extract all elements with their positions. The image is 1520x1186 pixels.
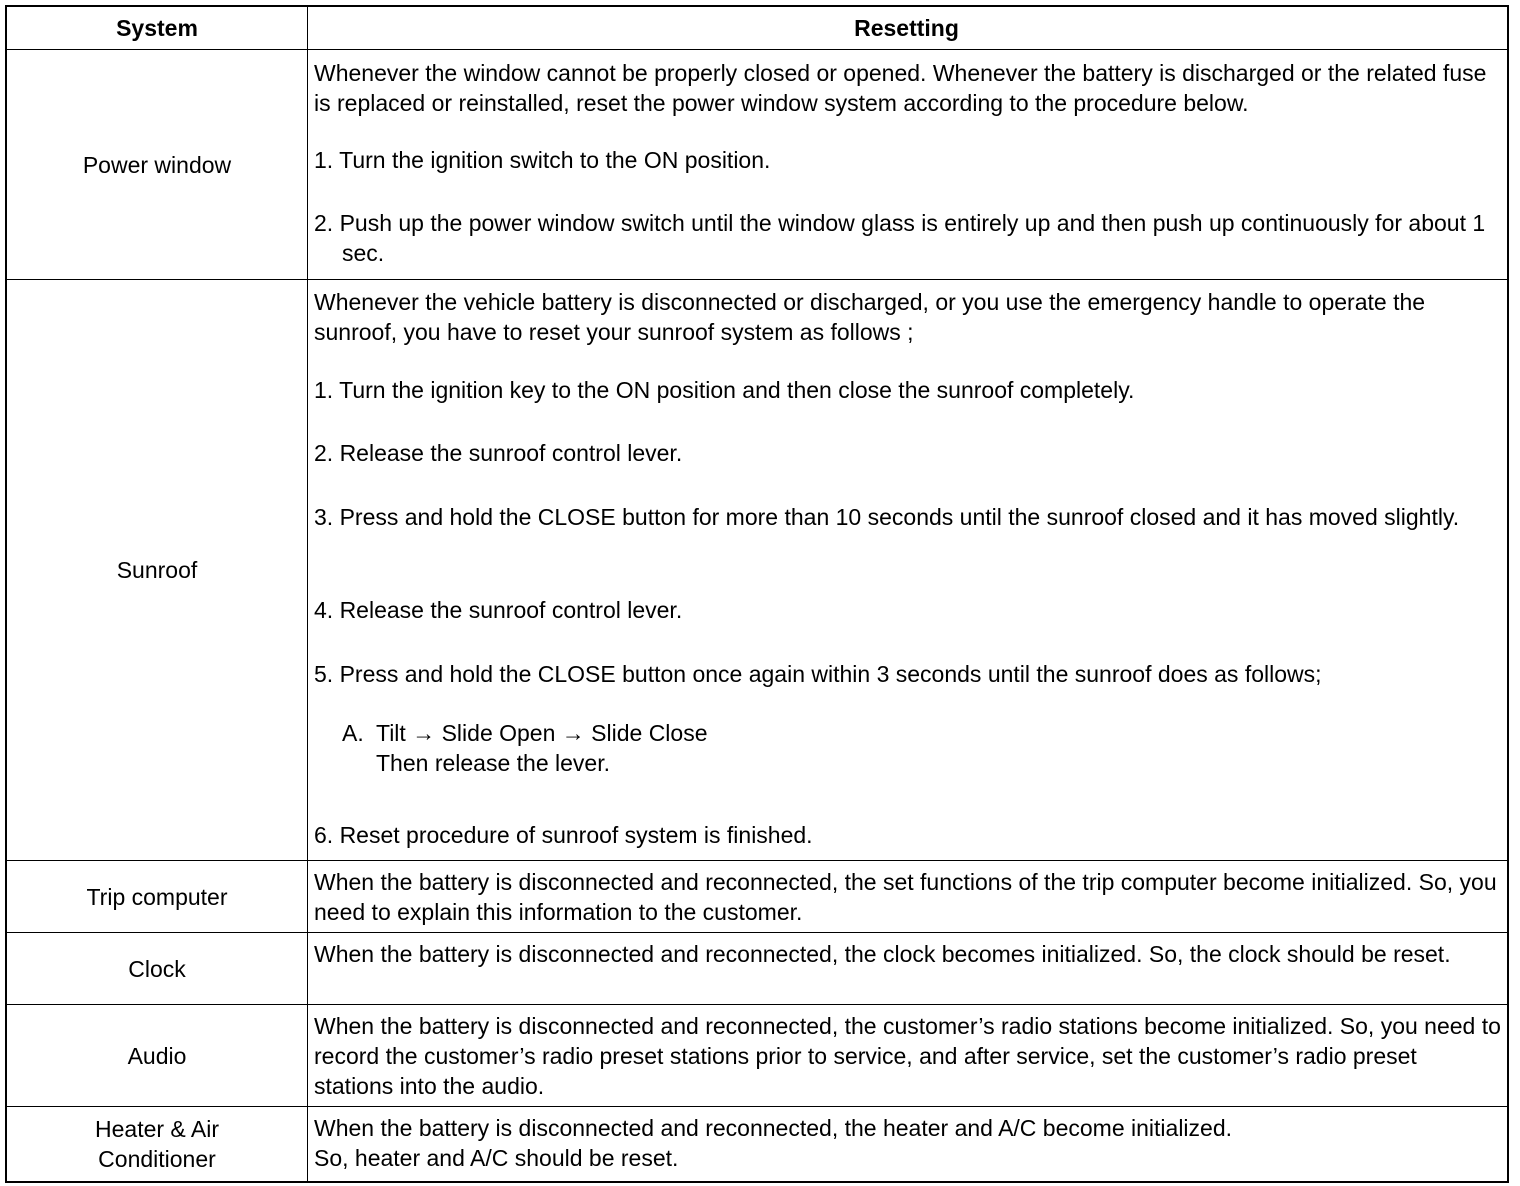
step-item: 3. Press and hold the CLOSE button for more than 10 seconds until the sunroof closed and it has moved slightly. (314, 504, 1460, 530)
step-item: 5. Press and hold the CLOSE button once again within 3 seconds until the sunroof does as follows; (314, 661, 1322, 687)
resetting-text-line2: So, heater and A/C should be reset. (314, 1145, 679, 1171)
step-item: 1. Turn the ignition key to the ON position and then close the sunroof completely. (314, 377, 1135, 403)
header-resetting-label: Resetting (854, 15, 959, 41)
substep-label: A. (342, 720, 364, 746)
system-name-line2: Conditioner (98, 1146, 216, 1172)
table-row (7, 1106, 1507, 1181)
resetting-cell (307, 280, 1507, 860)
system-name: Power window (82, 151, 232, 178)
table-row (7, 279, 1507, 860)
step-item: 1. Turn the ignition switch to the ON position. (314, 147, 771, 173)
system-cell (7, 1005, 307, 1106)
step-item: 2. Release the sunroof control lever. (314, 440, 683, 466)
substep-line1: Tilt → Slide Open → Slide Close (376, 720, 708, 746)
header-system-label: System (116, 15, 198, 41)
intro-text: Whenever the vehicle battery is disconnected or discharged, or you use the emergency handle to operate the sunroof, you have to reset your sunroof system as follows ; (314, 289, 1426, 345)
step-item: 4. Release the sunroof control lever. (314, 597, 683, 623)
resetting-text-line1: When the battery is disconnected and reconnected, the heater and A/C become initialized. (314, 1115, 1233, 1141)
system-name: Clock (128, 955, 186, 982)
table-header-row (7, 7, 1507, 49)
resetting-text: When the battery is disconnected and reconnected, the clock becomes initialized. So, the clock should be reset. (314, 941, 1451, 967)
substep-item (342, 718, 1501, 748)
resetting-cell (307, 1005, 1507, 1106)
system-cell (7, 861, 307, 932)
system-name: Sunroof (116, 557, 198, 583)
header-resetting (307, 7, 1507, 49)
header-system (7, 7, 307, 49)
step-item: 2. Push up the power window switch until the window glass is entirely up and then push up continuously for about 1 sec. (314, 210, 1486, 266)
system-cell (7, 280, 307, 860)
system-name: Audio (127, 1042, 187, 1069)
intro-text: Whenever the window cannot be properly closed or opened. Whenever the battery is discharged or the related fuse is replaced or reinstalled, reset the power window system according to the procedure below. (314, 60, 1487, 116)
system-name-line1: Heater & Air (95, 1116, 219, 1142)
table-row (7, 49, 1507, 279)
system-cell (7, 50, 307, 279)
resetting-cell (307, 1107, 1507, 1181)
system-cell (7, 1107, 307, 1181)
table-row (7, 1004, 1507, 1106)
resetting-text: When the battery is disconnected and reconnected, the set functions of the trip computer become initialized. So, you need to explain this information to the customer. (314, 869, 1497, 925)
system-name: Trip computer (86, 883, 228, 910)
resetting-text: When the battery is disconnected and reconnected, the customer’s radio stations become initialized. So, you need to record the customer’s radio preset stations prior to service, and after service, set the customer’s radio preset stations into the audio. (314, 1013, 1501, 1099)
resetting-cell (307, 861, 1507, 932)
resetting-cell (307, 50, 1507, 279)
step-item: 6. Reset procedure of sunroof system is finished. (314, 822, 813, 848)
resetting-table (5, 5, 1509, 1183)
substep-line2: Then release the lever. (376, 750, 610, 776)
system-cell (7, 933, 307, 1004)
table-row (7, 860, 1507, 932)
resetting-cell (307, 933, 1507, 1004)
table-row (7, 932, 1507, 1004)
